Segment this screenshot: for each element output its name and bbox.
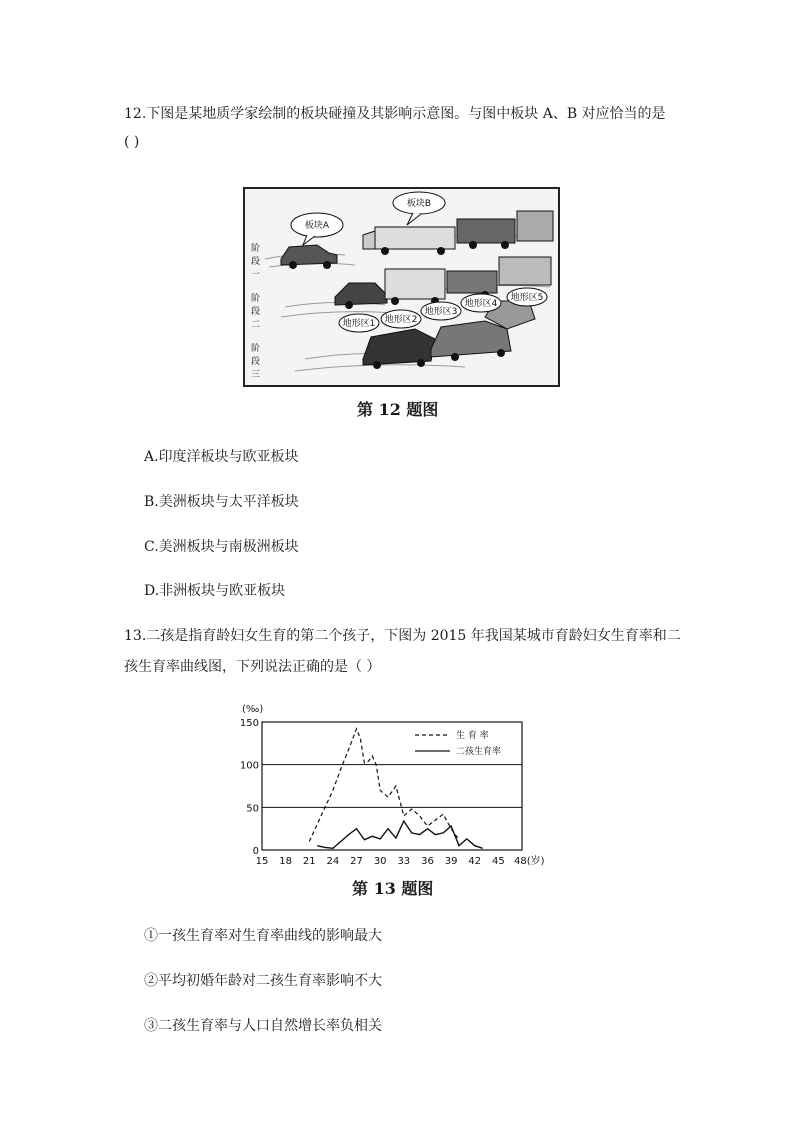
landform-4-label: 地形区4 [464, 299, 498, 309]
x-tick-label-24: 24 [326, 856, 340, 867]
y-tick-label-100: 100 [240, 760, 259, 772]
landform-1-label: 地形区1 [342, 319, 376, 329]
x-axis-unit-label: 48(岁) [514, 856, 545, 867]
bubble-plate-a [291, 213, 343, 245]
x-tick-label-42: 42 [468, 856, 482, 867]
q13-statement-2: ②平均初婚年龄对二孩生育率影响不大 [144, 973, 382, 989]
y-tick-label-0: 0 [252, 846, 259, 857]
x-tick-label-18: 18 [279, 856, 293, 867]
landform-5-label: 地形区5 [510, 293, 544, 303]
fertility-chart-svg [240, 700, 580, 870]
bubble-a-text: 板块A [304, 221, 330, 231]
landform-2-label: 地形区2 [384, 315, 418, 325]
q12-stem: 12.下图是某地质学家绘制的板块碰撞及其影响示意图。与图中板块 A、B 对应恰当的是 [124, 106, 666, 122]
q12-option-d: D.非洲板块与欧亚板块 [144, 583, 286, 599]
q13-stem-line-1: 13.二孩是指育龄妇女生育的第二个孩子，下图为 2015 年我国某城市育龄妇女生育率和二 [124, 628, 681, 644]
q13-stem-line-2: 孩生育率曲线图，下列说法正确的是（ ） [124, 659, 381, 675]
series-line-second-child-fertility [317, 821, 482, 848]
plot-frame [262, 722, 522, 850]
legend-label-second-child-fertility: 二孩生育率 [456, 747, 502, 757]
q12-option-a: A.印度洋板块与欧亚板块 [144, 449, 299, 465]
y-tick-label-150: 150 [240, 718, 259, 729]
bubble-plate-b [393, 192, 445, 225]
q13-statement-3: ③二孩生育率与人口自然增长率负相关 [144, 1018, 382, 1034]
legend-label-total-fertility: 生 育 率 [456, 731, 489, 741]
q12-option-c: C.美洲板块与南极洲板块 [144, 539, 299, 555]
x-tick-label-33: 33 [397, 856, 411, 867]
stage-3-label-3: 三 [251, 370, 261, 380]
stage-1-label-1: 阶 [251, 244, 261, 254]
x-tick-label-30: 30 [373, 856, 387, 867]
stage-3-label-2: 段 [251, 357, 261, 367]
stage-3-label-1: 阶 [251, 344, 261, 354]
x-tick-label-21: 21 [302, 856, 316, 867]
plate-collision-drawing [245, 189, 558, 385]
x-tick-label-39: 39 [444, 856, 458, 867]
x-tick-label-15: 15 [255, 856, 269, 867]
fertility-chart [240, 700, 580, 870]
q12-caption: 第 12 题图 [357, 400, 439, 419]
x-tick-label-45: 45 [491, 856, 505, 867]
x-tick-label-27: 27 [350, 856, 363, 867]
y-tick-label-50: 50 [246, 803, 259, 815]
y-axis-unit-label: (‰) [242, 704, 264, 715]
q12-answer-paren: ( ) [124, 134, 140, 150]
x-tick-label-36: 36 [421, 856, 434, 867]
bubble-b-text: 板块B [406, 199, 432, 209]
q13-statement-1: ①一孩生育率对生育率曲线的影响最大 [144, 928, 382, 944]
stage-2-label-2: 段 [251, 307, 261, 317]
stage-2-label-3: 二 [251, 320, 261, 330]
q13-caption: 第 13 题图 [352, 879, 434, 898]
q12-option-b: B.美洲板块与太平洋板块 [144, 494, 299, 510]
series-line-total-fertility [309, 729, 459, 842]
stage-2-label-1: 阶 [251, 294, 261, 304]
landform-3-label: 地形区3 [424, 307, 458, 317]
stage-1-label-3: 一 [251, 270, 261, 280]
stage-1-label-2: 段 [251, 257, 261, 267]
plate-collision-figure [243, 187, 560, 387]
